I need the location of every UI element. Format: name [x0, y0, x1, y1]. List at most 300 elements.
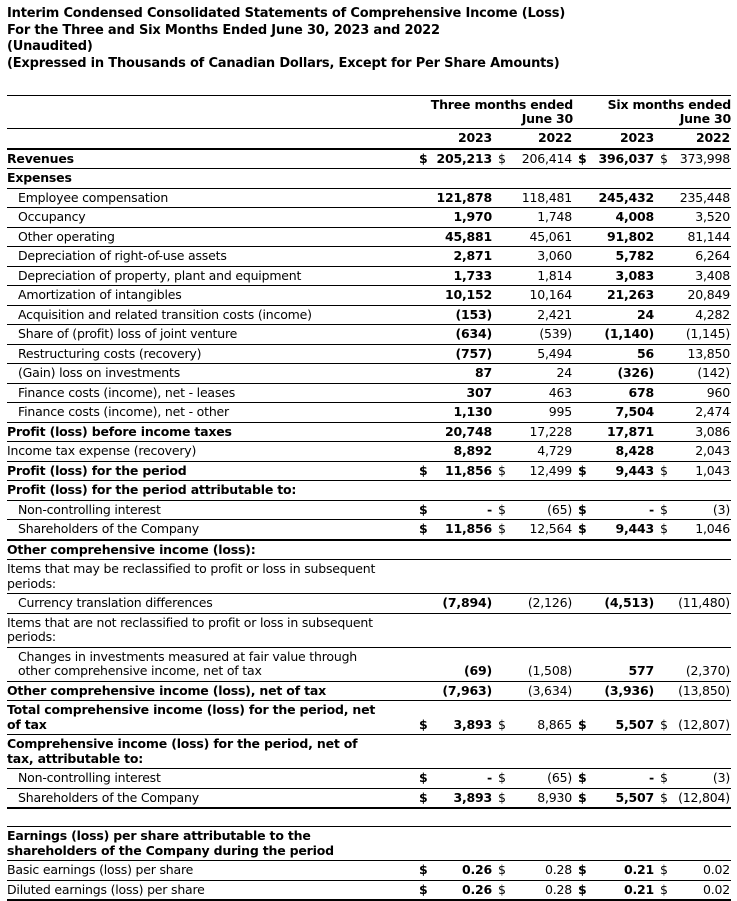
- cell-three-months-2022: [493, 716, 573, 735]
- cell-six-months-2023: [573, 662, 655, 681]
- row-label-line1: Items that are not reclassified to profit or loss in subsequent: [7, 616, 414, 631]
- cell-value: 1,814: [537, 269, 572, 284]
- cell-value: (65): [547, 771, 572, 786]
- cell-value: 87: [475, 366, 492, 381]
- row-label-line1: Changes in investments measured at fair value through: [18, 650, 414, 665]
- cell-six-months-2023: [573, 769, 655, 788]
- cell-value: (2,370): [686, 664, 730, 679]
- row-label: [7, 306, 414, 325]
- row-label-line1: Other comprehensive income (loss):: [7, 543, 414, 558]
- cell-value: 17,228: [529, 425, 572, 440]
- row-label: [7, 403, 414, 422]
- row-label-line1: Income tax expense (recovery): [7, 444, 414, 459]
- row-label-line1: Finance costs (income), net - leases: [18, 386, 414, 401]
- cell-value: 2,043: [695, 444, 730, 459]
- cell-six-months-2023: [573, 501, 655, 520]
- cell-three-months-2023: [414, 189, 493, 208]
- cell-six-months-2022: [655, 555, 731, 559]
- cell-value: (13,850): [678, 684, 730, 699]
- row-finance-costs-income-net-other: [7, 403, 731, 423]
- row-depreciation-of-right-of-use-assets: [7, 247, 731, 267]
- cell-three-months-2022: [493, 345, 573, 364]
- row-diluted-earnings-loss-per-share: [7, 881, 731, 901]
- row-label-line1: Non-controlling interest: [18, 503, 414, 518]
- currency-symbol: $: [498, 863, 506, 878]
- cell-value: 577: [629, 664, 655, 679]
- cell-value: 10,152: [445, 288, 492, 303]
- cell-value: 11,856: [445, 464, 492, 479]
- cell-value: 3,520: [695, 210, 730, 225]
- cell-three-months-2023: [414, 496, 493, 500]
- currency-symbol: $: [660, 863, 668, 878]
- row-label: [7, 286, 414, 305]
- cell-six-months-2023: [573, 208, 655, 227]
- cell-six-months-2022: [655, 423, 731, 442]
- cell-three-months-2022: [493, 861, 573, 880]
- cell-value: 4,282: [695, 308, 730, 323]
- cell-six-months-2023: [573, 643, 655, 647]
- cell-value: 20,849: [687, 288, 730, 303]
- cell-three-months-2022: [493, 442, 573, 461]
- row-label-line1: Other comprehensive income (loss), net of tax: [7, 684, 414, 699]
- cell-six-months-2022: [655, 594, 731, 613]
- row-label: [7, 701, 414, 734]
- cell-six-months-2022: [655, 403, 731, 422]
- cell-six-months-2022: [655, 286, 731, 305]
- cell-three-months-2023: [414, 856, 493, 860]
- cell-three-months-2023: [414, 286, 493, 305]
- cell-six-months-2022: [655, 682, 731, 701]
- cell-value: 5,507: [615, 791, 654, 806]
- cell-value: 17,871: [607, 425, 654, 440]
- cell-three-months-2022: [493, 228, 573, 247]
- row-label-line2: of tax: [7, 718, 414, 733]
- currency-symbol: $: [498, 152, 506, 167]
- cell-six-months-2023: [573, 403, 655, 422]
- cell-three-months-2023: [414, 423, 493, 442]
- cell-value: (2,126): [528, 596, 572, 611]
- currency-symbol: $: [660, 791, 668, 806]
- cell-value: 0.21: [624, 883, 654, 898]
- row-label: [7, 735, 414, 768]
- cell-value: (7,963): [442, 684, 492, 699]
- row-label: [7, 325, 414, 344]
- cell-three-months-2023: [414, 267, 493, 286]
- row-label-line1: Other operating: [18, 230, 414, 245]
- cell-six-months-2022: [655, 662, 731, 681]
- cell-three-months-2023: [414, 662, 493, 681]
- currency-symbol: $: [660, 718, 668, 733]
- cell-value: 0.26: [462, 883, 492, 898]
- row-income-tax-expense-recovery: [7, 442, 731, 462]
- row-label: [7, 614, 414, 647]
- row-label: [7, 682, 414, 701]
- row-label: [7, 384, 414, 403]
- row-label-line1: Employee compensation: [18, 191, 414, 206]
- cell-value: 13,850: [687, 347, 730, 362]
- currency-symbol: $: [498, 883, 506, 898]
- cell-three-months-2023: [414, 643, 493, 647]
- row-label-line1: Occupancy: [18, 210, 414, 225]
- cell-value: (1,508): [528, 664, 572, 679]
- currency-symbol: $: [419, 503, 428, 518]
- cell-six-months-2023: [573, 423, 655, 442]
- cell-value: 5,494: [537, 347, 572, 362]
- cell-six-months-2023: [573, 589, 655, 593]
- currency-symbol: $: [498, 771, 506, 786]
- row-depreciation-of-property-plant-and-equipment: [7, 267, 731, 287]
- cell-value: 5,782: [615, 249, 654, 264]
- cell-three-months-2023: [414, 228, 493, 247]
- cell-value: 121,878: [436, 191, 492, 206]
- row-other-comprehensive-income-loss-net-of-tax: [7, 682, 731, 702]
- cell-value: 91,802: [607, 230, 654, 245]
- row-label-line1: Earnings (loss) per share attributable to the: [7, 829, 414, 844]
- cell-six-months-2023: [573, 267, 655, 286]
- row-label-line1: Restructuring costs (recovery): [18, 347, 414, 362]
- statement-currency-note: (Expressed in Thousands of Canadian Dollars, Except for Per Share Amounts): [7, 56, 731, 73]
- cell-three-months-2023: [414, 769, 493, 788]
- row-label: [7, 881, 414, 900]
- row-items-that-may-be-reclassified-to-profit-or-loss-in-subsequent: [7, 560, 731, 594]
- currency-symbol: $: [498, 718, 506, 733]
- cell-value: 1,748: [537, 210, 572, 225]
- row-label-line1: Total comprehensive income (loss) for the period, net: [7, 703, 414, 718]
- currency-symbol: $: [419, 522, 428, 537]
- cell-three-months-2023: [414, 325, 493, 344]
- row-profit-loss-for-the-period-attributable-to: [7, 481, 731, 501]
- cell-six-months-2022: [655, 384, 731, 403]
- cell-three-months-2022: [493, 247, 573, 266]
- cell-six-months-2022: [655, 247, 731, 266]
- cell-value: -: [487, 771, 492, 786]
- cell-six-months-2022: [655, 589, 731, 593]
- cell-six-months-2022: [655, 643, 731, 647]
- cell-value: -: [649, 503, 654, 518]
- row-label-line1: Currency translation differences: [18, 596, 414, 611]
- row-label: [7, 520, 414, 539]
- cell-three-months-2022: [493, 520, 573, 539]
- row-other-operating: [7, 228, 731, 248]
- row-label: [7, 481, 414, 500]
- cell-value: 45,881: [445, 230, 492, 245]
- row-non-controlling-interest: [7, 501, 731, 521]
- row-label: [7, 789, 414, 808]
- cell-value: 8,865: [537, 718, 572, 733]
- column-group-six-months: [573, 98, 731, 125]
- cell-three-months-2022: [493, 881, 573, 900]
- cell-three-months-2022: [493, 769, 573, 788]
- cell-six-months-2022: [655, 184, 731, 188]
- row-expenses: [7, 169, 731, 189]
- row-currency-translation-differences: [7, 594, 731, 614]
- cell-six-months-2022: [655, 881, 731, 900]
- currency-symbol: $: [578, 883, 587, 898]
- cell-value: -: [649, 771, 654, 786]
- row-label-line1: Finance costs (income), net - other: [18, 405, 414, 420]
- cell-value: (69): [464, 664, 492, 679]
- cell-value: 1,970: [453, 210, 492, 225]
- row-label-line2: shareholders of the Company during the period: [7, 844, 414, 859]
- cell-six-months-2022: [655, 789, 731, 808]
- row-basic-earnings-loss-per-share: [7, 861, 731, 881]
- cell-six-months-2023: [573, 716, 655, 735]
- row-label-line1: Revenues: [7, 152, 414, 167]
- currency-symbol: $: [578, 718, 587, 733]
- cell-three-months-2023: [414, 184, 493, 188]
- cell-value: 0.28: [545, 863, 572, 878]
- row-label-line1: Non-controlling interest: [18, 771, 414, 786]
- cell-value: 2,421: [537, 308, 572, 323]
- cell-six-months-2022: [655, 856, 731, 860]
- cell-value: 1,130: [453, 405, 492, 420]
- row-profit-loss-for-the-period: [7, 462, 731, 482]
- cell-six-months-2023: [573, 247, 655, 266]
- cell-value: 8,892: [453, 444, 492, 459]
- row-label: [7, 769, 414, 788]
- currency-symbol: $: [660, 503, 668, 518]
- row-label: [7, 648, 414, 681]
- cell-value: 12,564: [529, 522, 572, 537]
- cell-value: 9,443: [615, 464, 654, 479]
- currency-symbol: $: [419, 464, 428, 479]
- cell-six-months-2023: [573, 462, 655, 481]
- cell-value: 20,748: [445, 425, 492, 440]
- cell-value: 995: [549, 405, 572, 420]
- row-profit-loss-before-income-taxes: [7, 423, 731, 443]
- year-header-three-months-2023: 2023: [414, 129, 493, 148]
- cell-value: (326): [617, 366, 654, 381]
- cell-value: 463: [549, 386, 572, 401]
- cell-value: 3,893: [453, 718, 492, 733]
- currency-symbol: $: [419, 791, 428, 806]
- cell-value: 24: [637, 308, 654, 323]
- currency-symbol: $: [419, 883, 428, 898]
- cell-three-months-2022: [493, 267, 573, 286]
- cell-value: -: [487, 503, 492, 518]
- cell-value: 11,856: [445, 522, 492, 537]
- cell-value: 960: [707, 386, 730, 401]
- cell-value: 4,729: [537, 444, 572, 459]
- cell-three-months-2022: [493, 496, 573, 500]
- row-employee-compensation: [7, 189, 731, 209]
- row-non-controlling-interest: [7, 769, 731, 789]
- cell-value: 56: [637, 347, 654, 362]
- row-label-line2: periods:: [7, 630, 414, 645]
- cell-six-months-2022: [655, 325, 731, 344]
- row-restructuring-costs-recovery: [7, 345, 731, 365]
- cell-three-months-2022: [493, 189, 573, 208]
- row-label-line1: (Gain) loss on investments: [18, 366, 414, 381]
- cell-value: (3,634): [528, 684, 572, 699]
- cell-six-months-2022: [655, 228, 731, 247]
- cell-six-months-2022: [655, 520, 731, 539]
- column-group-three-months-label: Three months ended: [7, 98, 573, 112]
- cell-three-months-2023: [414, 881, 493, 900]
- cell-value: 2,871: [453, 249, 492, 264]
- currency-symbol: $: [660, 771, 668, 786]
- cell-value: (12,807): [678, 718, 730, 733]
- cell-value: (65): [547, 503, 572, 518]
- row-label: [7, 208, 414, 227]
- cell-three-months-2022: [493, 403, 573, 422]
- cell-value: 0.02: [703, 883, 730, 898]
- row-label: [7, 442, 414, 461]
- currency-symbol: $: [578, 771, 587, 786]
- cell-three-months-2022: [493, 643, 573, 647]
- cell-three-months-2022: [493, 208, 573, 227]
- cell-value: 3,060: [537, 249, 572, 264]
- row-label: [7, 228, 414, 247]
- row-label-line2: tax, attributable to:: [7, 752, 414, 767]
- cell-six-months-2023: [573, 345, 655, 364]
- cell-value: 118,481: [522, 191, 572, 206]
- row-label: [7, 169, 414, 188]
- cell-value: 3,408: [695, 269, 730, 284]
- cell-value: 206,414: [522, 152, 572, 167]
- cell-three-months-2022: [493, 286, 573, 305]
- cell-six-months-2023: [573, 325, 655, 344]
- cell-three-months-2022: [493, 555, 573, 559]
- currency-symbol: $: [419, 863, 428, 878]
- cell-three-months-2023: [414, 345, 493, 364]
- row-label: [7, 150, 414, 169]
- cell-six-months-2023: [573, 682, 655, 701]
- currency-symbol: $: [578, 522, 587, 537]
- row-shareholders-of-the-company: [7, 520, 731, 541]
- row-acquisition-and-related-transition-costs-income: [7, 306, 731, 326]
- statement-header: [7, 6, 731, 72]
- cell-three-months-2022: [493, 306, 573, 325]
- cell-six-months-2023: [573, 442, 655, 461]
- row-label-line1: Expenses: [7, 171, 414, 186]
- row-label-line1: Profit (loss) for the period: [7, 464, 414, 479]
- cell-value: 373,998: [680, 152, 730, 167]
- cell-six-months-2023: [573, 228, 655, 247]
- cell-three-months-2023: [414, 150, 493, 169]
- cell-value: (12,804): [678, 791, 730, 806]
- cell-three-months-2023: [414, 403, 493, 422]
- cell-six-months-2023: [573, 555, 655, 559]
- cell-three-months-2023: [414, 384, 493, 403]
- row-label-line1: Acquisition and related transition costs (income): [18, 308, 414, 323]
- cell-three-months-2023: [414, 462, 493, 481]
- row-share-of-profit-loss-of-joint-venture: [7, 325, 731, 345]
- cell-three-months-2023: [414, 501, 493, 520]
- row-items-that-are-not-reclassified-to-profit-or-loss-in-subsequent: [7, 614, 731, 648]
- row-label: [7, 560, 414, 593]
- row-label-line2: periods:: [7, 577, 414, 592]
- cell-three-months-2023: [414, 306, 493, 325]
- cell-value: (3): [713, 771, 730, 786]
- column-group-header-row: [7, 96, 731, 129]
- currency-symbol: $: [419, 771, 428, 786]
- row-label: [7, 861, 414, 880]
- cell-three-months-2022: [493, 501, 573, 520]
- cell-six-months-2022: [655, 208, 731, 227]
- cell-six-months-2022: [655, 462, 731, 481]
- year-header-spacer: [7, 144, 414, 148]
- cell-value: 9,443: [615, 522, 654, 537]
- column-group-six-months-sublabel: June 30: [573, 112, 731, 126]
- cell-value: 7,504: [615, 405, 654, 420]
- row-comprehensive-income-loss-for-the-period-net-of: [7, 735, 731, 769]
- cell-value: (757): [455, 347, 492, 362]
- currency-symbol: $: [578, 503, 587, 518]
- cell-six-months-2023: [573, 881, 655, 900]
- cell-three-months-2022: [493, 325, 573, 344]
- currency-symbol: $: [498, 503, 506, 518]
- row-label: [7, 462, 414, 481]
- column-group-three-months-sublabel: June 30: [7, 112, 573, 126]
- cell-value: (3,936): [604, 684, 654, 699]
- row-label-line1: Profit (loss) before income taxes: [7, 425, 414, 440]
- row-label-line1: Items that may be reclassified to profit or loss in subsequent: [7, 562, 414, 577]
- row-label-line1: Depreciation of right-of-use assets: [18, 249, 414, 264]
- column-group-six-months-label: Six months ended: [573, 98, 731, 112]
- cell-six-months-2023: [573, 520, 655, 539]
- cell-six-months-2023: [573, 384, 655, 403]
- cell-six-months-2022: [655, 716, 731, 735]
- cell-value: 307: [467, 386, 493, 401]
- cell-value: 10,164: [529, 288, 572, 303]
- cell-three-months-2022: [493, 764, 573, 768]
- year-header-three-months-2022: 2022: [493, 129, 573, 148]
- currency-symbol: $: [660, 152, 668, 167]
- cell-value: 396,037: [598, 152, 654, 167]
- cell-three-months-2023: [414, 364, 493, 383]
- cell-six-months-2022: [655, 189, 731, 208]
- currency-symbol: $: [578, 791, 587, 806]
- cell-six-months-2022: [655, 345, 731, 364]
- cell-value: (3): [713, 503, 730, 518]
- cell-six-months-2022: [655, 496, 731, 500]
- statement-rows: [7, 150, 731, 901]
- cell-value: 2,474: [695, 405, 730, 420]
- currency-symbol: $: [419, 718, 428, 733]
- cell-six-months-2023: [573, 189, 655, 208]
- cell-value: 678: [629, 386, 655, 401]
- cell-three-months-2022: [493, 150, 573, 169]
- row-earnings-loss-per-share-attributable-to-the: [7, 826, 731, 861]
- cell-three-months-2022: [493, 682, 573, 701]
- cell-six-months-2022: [655, 267, 731, 286]
- cell-three-months-2023: [414, 555, 493, 559]
- cell-value: 1,046: [695, 522, 730, 537]
- cell-value: 0.02: [703, 863, 730, 878]
- cell-value: 3,086: [695, 425, 730, 440]
- cell-value: (4,513): [604, 596, 654, 611]
- cell-value: 8,428: [615, 444, 654, 459]
- cell-value: 205,213: [436, 152, 492, 167]
- year-header-row: [7, 129, 731, 150]
- cell-three-months-2022: [493, 594, 573, 613]
- cell-three-months-2022: [493, 364, 573, 383]
- cell-three-months-2023: [414, 594, 493, 613]
- cell-three-months-2023: [414, 861, 493, 880]
- cell-three-months-2022: [493, 856, 573, 860]
- cell-value: 1,733: [453, 269, 492, 284]
- cell-value: 245,432: [598, 191, 654, 206]
- cell-three-months-2023: [414, 716, 493, 735]
- statement-period-line: For the Three and Six Months Ended June 30, 2023 and 2022: [7, 23, 731, 40]
- cell-six-months-2022: [655, 501, 731, 520]
- cell-value: 81,144: [687, 230, 730, 245]
- row-label: [7, 827, 414, 860]
- cell-six-months-2023: [573, 306, 655, 325]
- cell-six-months-2023: [573, 861, 655, 880]
- row-label-line1: Basic earnings (loss) per share: [7, 863, 414, 878]
